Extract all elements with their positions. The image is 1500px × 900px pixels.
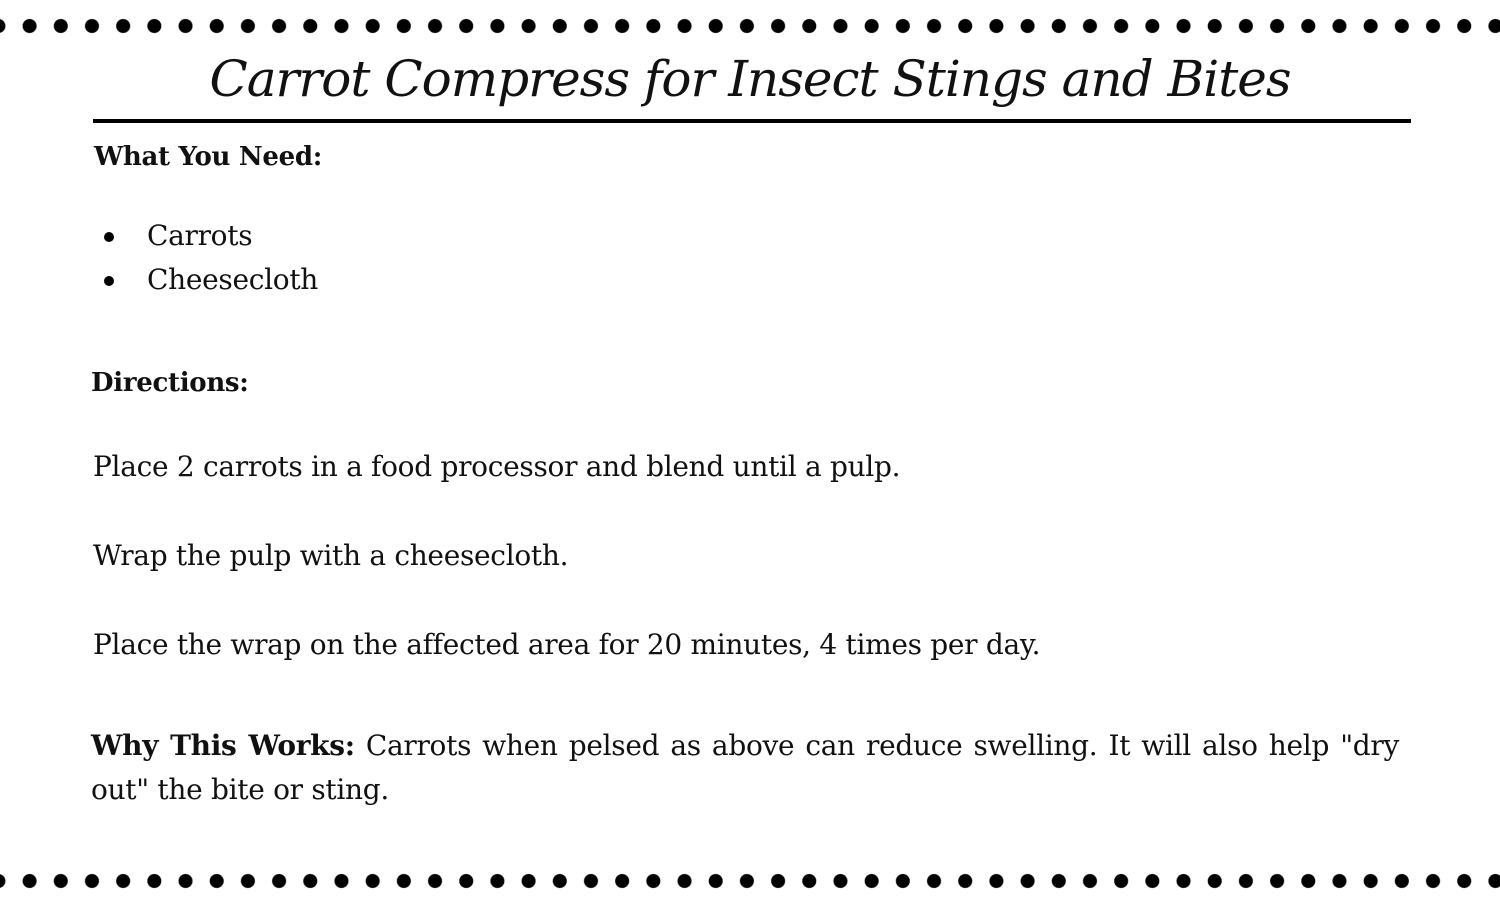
page-title: Carrot Compress for Insect Stings and Bites	[209, 50, 1291, 108]
top-dot-border	[0, 16, 1500, 36]
why-this-works-text: Carrots when pelsed as above can reduce swelling. It will also help "dry out" the bite or sting.	[91, 729, 1399, 806]
direction-step-2: Wrap the pulp with a cheesecloth.	[93, 539, 569, 572]
why-this-works-label: Why This Works:	[91, 729, 355, 762]
why-this-works-paragraph	[91, 724, 1399, 812]
direction-step-3: Place the wrap on the affected area for 20 minutes, 4 times per day.	[93, 628, 1041, 661]
bottom-dot-border	[0, 871, 1500, 891]
ingredient-cheesecloth: Cheesecloth	[147, 263, 319, 296]
direction-step-1: Place 2 carrots in a food processor and blend until a pulp.	[93, 450, 901, 483]
what-you-need-heading: What You Need:	[94, 142, 323, 172]
ingredient-carrots: Carrots	[147, 219, 253, 252]
directions-heading: Directions:	[91, 368, 249, 398]
bullet-icon	[104, 276, 114, 286]
bullet-icon	[104, 232, 114, 242]
title-underline	[93, 119, 1411, 123]
